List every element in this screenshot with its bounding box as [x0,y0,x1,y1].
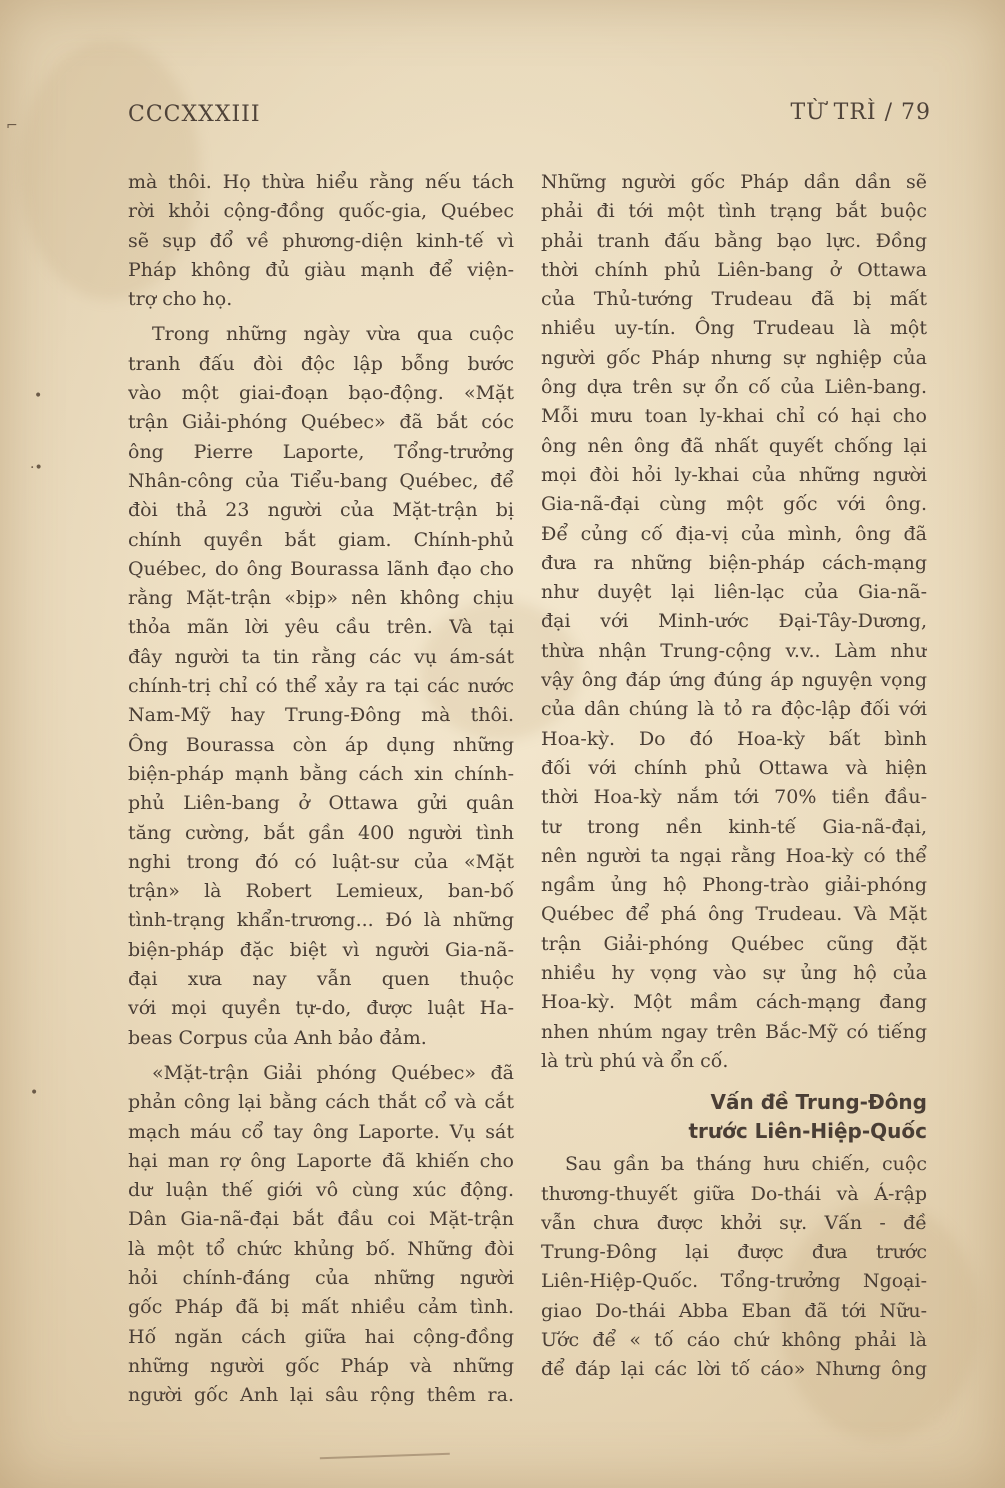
text-line: Hoa-kỳ. Một mầm cách-mạng đang [541,991,927,1014]
text-line: tình-trạng khẩn-trương... Đó là những [128,909,514,932]
text-line: nhiều uy-tín. Ông Trudeau là một [541,317,927,340]
text-line: những người gốc Pháp và những [128,1354,514,1377]
text-line: đại với Minh-ước Đại-Tây-Dương, [541,610,927,633]
text-line: ông dựa trên sự ổn cố của Liên-bang. [541,376,927,399]
text-line: Québec để phá ông Trudeau. Và Mặt [541,903,927,926]
text-line: Nam-Mỹ hay Trung-Đông mà thôi. [128,704,514,727]
text-line: hỏi chính-đáng của những người [128,1266,514,1289]
text-line: biện-pháp mạnh bằng cách xin chính- [128,762,514,785]
running-header: TỪ TRÌ / 79 [790,100,931,125]
text-line: gốc Pháp đã bị mất nhiều cảm tình. [128,1296,514,1319]
text-line: Để củng cố địa-vị của mình, ông đã [541,522,927,545]
text-line: người gốc Pháp nhưng sự nghiệp của [541,346,927,369]
page-tear [320,1453,450,1470]
text-line: là một tổ chức khủng bố. Những đòi [128,1237,514,1260]
section-heading: Vấn đề Trung-Đông [710,1090,927,1115]
text-line: trận Giải-phóng Québec cũng đặt [541,932,927,955]
text-line: Nhân-công của Tiểu-bang Québec, để [128,469,514,492]
edge-mark: ·• [30,460,43,476]
text-line: rời khỏi cộng-đồng quốc-gia, Québec [128,200,514,223]
text-line: thương-thuyết giữa Do-thái và Á-rập [541,1182,927,1205]
text-line: vẫn chưa được khởi sự. Vấn - đề [541,1211,927,1234]
text-line: ngầm ủng hộ Phong-trào giải-phóng [541,874,927,897]
text-line: phản công lại bằng cách thắt cổ và cắt [128,1091,514,1114]
text-line: của Thủ-tướng Trudeau đã bị mất [541,288,927,311]
text-line: trợ cho họ. [128,288,233,311]
text-line: Mỗi mưu toan ly-khai chỉ có hại cho [541,405,927,428]
text-line: tư trong nền kinh-tế Gia-nã-đại, [541,815,927,838]
text-line: hại man rợ ông Laporte đã khiến cho [128,1149,514,1172]
text-line: phải tranh đấu bằng bạo lực. Đồng [541,229,927,252]
edge-mark: • [34,388,43,404]
text-line: tranh đấu đòi độc lập bỗng bước [128,352,514,375]
text-line: Sau gần ba tháng hưu chiến, cuộc [565,1153,927,1176]
text-line: nhiều hy vọng vào sự ủng hộ của [541,962,927,985]
edge-mark: • [30,1085,39,1101]
text-line: nghi trong đó có luật-sư của «Mặt [128,850,514,873]
text-line: thỏa mãn lời yêu cầu trên. Và tại [128,616,514,639]
page-section-number: CCCXXXIII [128,102,261,127]
text-line: phải đi tới một tình trạng bắt buộc [541,200,927,223]
text-line: vậy ông đáp ứng đúng áp nguyện vọng [541,669,927,692]
text-line: Pháp không đủ giàu mạnh để viện- [128,258,514,281]
text-line: đòi thả 23 người của Mặt-trận bị [128,499,514,522]
text-line: Ông Bourassa còn áp dụng những [128,733,514,756]
text-line: người gốc Anh lại sâu rộng thêm ra. [128,1384,514,1407]
text-line: Những người gốc Pháp dần dần sẽ [541,171,927,193]
text-line: Ước để « tố cáo chứ không phải là [541,1328,927,1351]
text-line: chính-trị chỉ có thể xảy ra tại các nước [128,675,514,698]
text-line: giao Do-thái Abba Eban đã tới Nữu- [541,1299,927,1322]
text-line: của dân chúng là tỏ ra độc-lập đối với [541,698,927,721]
right-column [541,168,927,1385]
text-line: rằng Mặt-trận «bịp» nên không chịu [128,587,514,610]
text-line: Gia-nã-đại cùng một gốc với ông. [541,493,927,516]
text-line: Dân Gia-nã-đại bắt đầu coi Mặt-trận [128,1208,514,1231]
text-line: dư luận thế giới vô cùng xúc động. [128,1179,514,1202]
text-line: nên người ta ngại rằng Hoa-kỳ có thể [541,844,927,867]
text-line: «Mặt-trận Giải phóng Québec» đã [152,1061,514,1084]
text-line: với mọi quyền tự-do, được luật Ha- [128,997,514,1020]
section-heading: trước Liên-Hiệp-Quốc [688,1119,927,1144]
text-line: Québec, do ông Bourassa lãnh đạo cho [128,557,514,580]
text-line: vào một giai-đoạn bạo-động. «Mặt [128,382,514,405]
left-column [128,168,514,1410]
text-line: trận Giải-phóng Québec» đã bắt cóc [128,411,514,434]
text-line: phủ Liên-bang ở Ottawa gửi quân [128,792,514,815]
text-line: Liên-Hiệp-Quốc. Tổng-trưởng Ngoại- [541,1270,927,1293]
text-line: beas Corpus của Anh bảo đảm. [128,1026,427,1049]
text-line: trận» là Robert Lemieux, ban-bố [128,880,514,903]
text-line: đối với chính phủ Ottawa và hiện [541,756,927,779]
text-line: Trung-Đông lại được đưa trước [541,1241,927,1264]
text-line: thời chính phủ Liên-bang ở Ottawa [541,258,927,281]
text-line: sẽ sụp đổ về phương-diện kinh-tế vì [128,229,514,252]
text-line: Trong những ngày vừa qua cuộc [152,323,514,346]
text-line: Hoa-kỳ. Do đó Hoa-kỳ bất bình [541,727,927,750]
text-line: mà thôi. Họ thừa hiểu rằng nếu tách [128,171,514,193]
text-line: để đáp lại các lời tố cáo» Nhưng ông [541,1358,927,1381]
text-line: đây người ta tin rằng các vụ ám-sát [128,645,514,668]
text-line: nhen nhúm ngay trên Bắc-Mỹ có tiếng [541,1020,927,1043]
edge-mark: ⌐ [6,118,18,134]
text-line: Hố ngăn cách giữa hai cộng-đồng [128,1325,514,1348]
text-line: ông nên ông đã nhất quyết chống lại [541,434,927,457]
text-line: tăng cường, bắt gần 400 người tình [128,821,514,844]
text-line: thời Hoa-kỳ nắm tới 70% tiền đầu- [541,786,927,809]
text-line: là trù phú và ổn cố. [541,1049,729,1072]
text-line: thừa nhận Trung-cộng v.v.. Làm như [541,639,927,662]
text-line: mọi đòi hỏi ly-khai của những người [541,463,927,486]
text-line: biện-pháp đặc biệt vì người Gia-nã- [128,938,514,961]
text-line: mạch máu cổ tay ông Laporte. Vụ sát [128,1120,514,1143]
text-line: ông Pierre Laporte, Tổng-trưởng [128,440,514,463]
text-line: chính quyền bắt giam. Chính-phủ [128,528,514,551]
text-line: đại xưa nay vẫn quen thuộc [128,968,514,991]
text-line: như duyệt lại liên-lạc của Gia-nã- [541,581,927,604]
text-line: đưa ra những biện-pháp cách-mạng [541,551,927,574]
